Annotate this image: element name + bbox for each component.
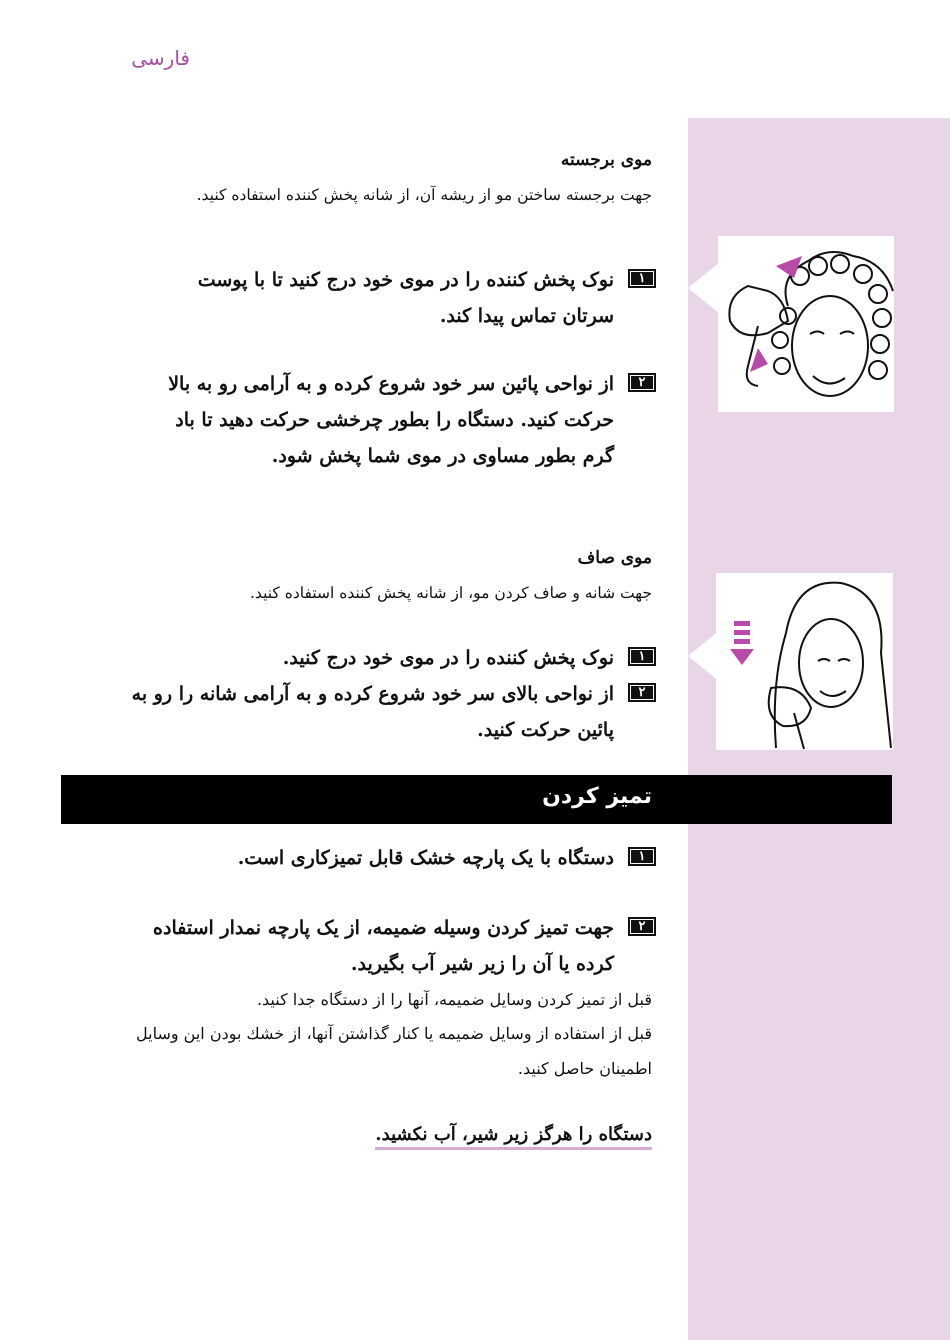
step-number: ۱: [628, 847, 656, 866]
step-text: جهت تمیز کردن وسیله ضمیمه، از یک پارچه نمدار استفاده کرده یا آن را زیر شیر آب بگیرید.: [153, 917, 614, 975]
section-header-bar: [61, 775, 892, 823]
cleaning-warning: دستگاه را هرگز زیر شیر، آب نکشید.: [375, 1124, 652, 1150]
step-number: ۲: [628, 373, 656, 392]
straight-hair-diffuser-icon: [716, 573, 893, 750]
cleaning-step-2: [126, 910, 656, 982]
step-number: ۱: [628, 647, 656, 666]
cleaning-step-1: [136, 840, 656, 876]
cleaning-title: تمیز کردن: [542, 784, 652, 809]
step-text: از نواحی پائین سر خود شروع کرده و به آرامی رو به بالا حرکت کنید. دستگاه را بطور چرخشی حرکت دهید تا باد گرم بطور مساوی در موی شما پخش شود.: [168, 373, 614, 467]
volume-title: موی برجسته: [560, 150, 652, 170]
volume-intro: جهت برجسته ساختن مو از ریشه آن، از شانه پخش کننده استفاده کنید.: [196, 186, 652, 204]
step-text: دستگاه با یک پارچه خشک قابل تمیزکاری است.: [237, 847, 614, 869]
section-divider: [61, 822, 892, 824]
step-number: ۲: [628, 683, 656, 702]
volume-step-2: [146, 366, 656, 474]
straight-title: موی صاف: [577, 548, 652, 568]
step-text: نوک پخش کننده را در موی خود درج کنید.: [282, 647, 614, 669]
volume-step-1: [166, 262, 656, 334]
straight-hair-illustration: [716, 573, 893, 750]
straight-intro: جهت شانه و صاف کردن مو، از شانه پخش کننده استفاده کنید.: [250, 584, 652, 602]
curly-hair-diffuser-icon: [718, 236, 894, 412]
step-text: نوک پخش کننده را در موی خود درج کنید تا با پوست سرتان تماس پیدا کند.: [197, 269, 614, 327]
straight-step-2: [126, 676, 656, 748]
illustration-pointer: [688, 262, 720, 314]
step-number: ۲: [628, 917, 656, 936]
cleaning-note-2: قبل از استفاده از وسایل ضمیمه یا کنار گذاشتن آنها، از خشك بودن این وسایل اطمینان حاصل کنید.: [136, 1024, 652, 1078]
cleaning-note-1: قبل از تمیز کردن وسایل ضمیمه، آنها را از دستگاه جدا کنید.: [256, 990, 652, 1009]
curly-hair-illustration: [718, 236, 894, 412]
step-text: از نواحی بالای سر خود شروع کرده و به آرامی شانه را رو به پائین حرکت کنید.: [131, 683, 614, 741]
language-label: فارسی: [131, 46, 190, 70]
step-number: ۱: [628, 269, 656, 288]
straight-step-1: [146, 640, 656, 676]
